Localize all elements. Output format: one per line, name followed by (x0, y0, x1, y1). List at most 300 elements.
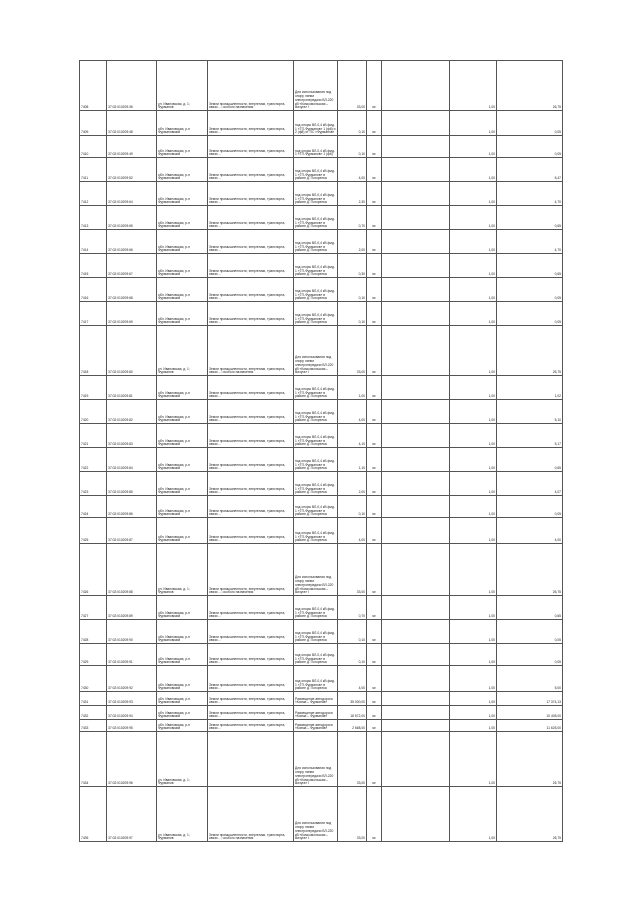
rate-cell: 1,00 (450, 182, 497, 206)
land-category-cell: Земли промышленности, энергетики, транспорта, связи… (208, 472, 294, 496)
blank-cell (382, 111, 450, 136)
cadastral-number-cell: 37:02:010209:66 (107, 230, 157, 254)
rate-cell: 1,00 (450, 278, 497, 302)
address-cell: обл. Ивановская, р-н Фурмановский (157, 302, 208, 326)
unit-cell: м² (367, 596, 382, 620)
cadastral-number-cell: 37:02:010209:90 (107, 620, 157, 644)
address-cell: обл. Ивановская, р-н Фурмановский (157, 496, 208, 518)
table-row (80, 472, 563, 496)
address-cell: обл. Ивановская, р-н Фурмановский (157, 400, 208, 424)
row-number-cell: 7418 (80, 326, 107, 376)
permitted-use-cell: под опоры ВЛ-0,4 кВ фид. 1 «ТП-Фурманов» в районе д. Погорелка (294, 620, 338, 644)
sum-cell: 26,75 (497, 787, 563, 842)
cadastral-number-cell: 37:02:010209:91 (107, 644, 157, 666)
row-number-cell: 7432 (80, 706, 107, 720)
sum-cell: 0,05 (497, 136, 563, 158)
cadastral-number-cell: 37:02:010209:87 (107, 518, 157, 544)
row-number-cell: 7433 (80, 720, 107, 732)
cadastral-number-cell: 37:02:010209:94 (107, 706, 157, 720)
row-number-cell: 7411 (80, 158, 107, 182)
row-number-cell: 7410 (80, 136, 107, 158)
area-cell: 33,00 (338, 61, 367, 111)
sum-cell: 0,05 (497, 278, 563, 302)
row-number-cell: 7413 (80, 206, 107, 230)
sum-cell: 11 625,00 (497, 720, 563, 732)
land-category-cell: Земли промышленности, энергетики, транспорта, связи… (208, 376, 294, 400)
blank-cell (382, 620, 450, 644)
blank-cell (382, 787, 450, 842)
address-cell: ул. Ивановская, д. 1; Фурманов (157, 544, 208, 596)
area-cell: 0,70 (338, 206, 367, 230)
unit-cell: м² (367, 666, 382, 692)
cadastral-number-cell: 37:02:010209:49 (107, 136, 157, 158)
permitted-use-cell: Для использования под опору линии электропередачи ВЛ-220 кВ «Комсомольская – Вичуга» I (294, 326, 338, 376)
permitted-use-cell: под опоры ВЛ-0,4 кВ фид. 1 «ТП-Фурманов» в районе д. Погорелка (294, 158, 338, 182)
unit-cell: м² (367, 182, 382, 206)
blank-cell (382, 158, 450, 182)
land-category-cell: Земли промышленности, энергетики, транспорта, связи…; особого назначения (208, 787, 294, 842)
area-cell: 33,00 (338, 787, 367, 842)
rate-cell: 1,00 (450, 692, 497, 706)
sum-cell: 5,47 (497, 158, 563, 182)
blank-cell (382, 182, 450, 206)
permitted-use-cell: под опоры ВЛ-0,4 кВ фид. 1 «ТП-Фурманов» в районе д. Погорелка (294, 596, 338, 620)
sum-cell: 5,00 (497, 666, 563, 692)
sum-cell: 4,07 (497, 472, 563, 496)
unit-cell: м² (367, 136, 382, 158)
blank-cell (382, 666, 450, 692)
unit-cell: м² (367, 620, 382, 644)
permitted-use-cell: под опоры ВЛ-0,4 кВ фид. 1 «ТП-Фурманов» в районе д. Погорелка (294, 472, 338, 496)
table-row (80, 544, 563, 596)
row-number-cell: 7414 (80, 230, 107, 254)
rate-cell: 1,00 (450, 720, 497, 732)
row-number-cell: 7429 (80, 644, 107, 666)
permitted-use-cell: под опоры ВЛ-0,4 кВ фид. 1 «ТП-Фурманов» в районе д. Погорелка (294, 666, 338, 692)
unit-cell: м² (367, 644, 382, 666)
permitted-use-cell: под опоры ВЛ-0,4 кВ фид. 1 «ТП-Фурманов» в районе д. Погорелка (294, 400, 338, 424)
land-category-cell: Земли промышленности, энергетики, транспорта, связи… (208, 182, 294, 206)
cadastral-number-cell: 37:02:010209:64 (107, 182, 157, 206)
table-row (80, 720, 563, 732)
cadastral-number-cell: 37:02:010209:97 (107, 787, 157, 842)
row-number-cell: 7435 (80, 787, 107, 842)
rate-cell: 1,00 (450, 518, 497, 544)
area-cell: 4,00 (338, 666, 367, 692)
table-row (80, 254, 563, 278)
address-cell: ул. Ивановская, д. 1; Фурманов (157, 732, 208, 787)
cadastral-number-cell: 37:02:010209:48 (107, 111, 157, 136)
unit-cell: м² (367, 472, 382, 496)
unit-cell: м² (367, 302, 382, 326)
land-category-cell: Земли промышленности, энергетики, транспорта, связи… (208, 424, 294, 448)
permitted-use-cell: под опоры ВЛ-0,4 кВ фид. 1 «ТП-Фурманов» в районе д. Погорелка (294, 206, 338, 230)
row-number-cell: 7434 (80, 732, 107, 787)
area-cell: 35 000,00 (338, 692, 367, 706)
rate-cell: 1,00 (450, 544, 497, 596)
address-cell: обл. Ивановская, р-н Фурмановский (157, 376, 208, 400)
permitted-use-cell: под опоры ВЛ-0,4 кВ фид. 1 «ТП-Фурманов» 1 (ф6) (294, 136, 338, 158)
table-row (80, 496, 563, 518)
land-category-cell: Земли промышленности, энергетики, транспорта, связи… (208, 230, 294, 254)
row-number-cell: 7424 (80, 496, 107, 518)
address-cell: обл. Ивановская, р-н Фурмановский (157, 254, 208, 278)
land-category-cell: Земли промышленности, энергетики, транспорта, связи… (208, 620, 294, 644)
address-cell: обл. Ивановская, р-н Фурмановский (157, 518, 208, 544)
unit-cell: м² (367, 158, 382, 182)
unit-cell: м² (367, 720, 382, 732)
sum-cell: 0,65 (497, 206, 563, 230)
land-category-cell: Земли промышленности, энергетики, транспорта, связи… (208, 111, 294, 136)
rate-cell: 1,00 (450, 158, 497, 182)
row-number-cell: 7431 (80, 692, 107, 706)
permitted-use-cell: под опоры ВЛ-0,4 кВ фид. 1 «ТП-Фурманов» в районе д. Погорелка (294, 278, 338, 302)
area-cell: 0,70 (338, 596, 367, 620)
area-cell: 1,00 (338, 376, 367, 400)
permitted-use-cell: Размещение автодороги «Кохма – Фурманов» (294, 706, 338, 720)
land-category-cell: Земли промышленности, энергетики, транспорта, связи… (208, 400, 294, 424)
row-number-cell: 7409 (80, 111, 107, 136)
rate-cell: 1,00 (450, 644, 497, 666)
cadastral-number-cell: 37:02:010209:83 (107, 424, 157, 448)
rate-cell: 1,00 (450, 596, 497, 620)
cadastral-number-cell: 37:02:010209:65 (107, 206, 157, 230)
address-cell: обл. Ивановская, р-н Фурмановский (157, 644, 208, 666)
area-cell: 2,00 (338, 230, 367, 254)
sum-cell: 0,65 (497, 448, 563, 472)
blank-cell (382, 61, 450, 111)
sum-cell: 0,05 (497, 644, 563, 666)
sum-cell: 4,70 (497, 182, 563, 206)
address-cell: ул. Ивановская, д. 1; Фурманов (157, 787, 208, 842)
row-number-cell: 7426 (80, 544, 107, 596)
land-category-cell: Земли промышленности, энергетики, транспорта, связи… (208, 692, 294, 706)
area-cell: 18 572,00 (338, 706, 367, 720)
row-number-cell: 7420 (80, 400, 107, 424)
land-category-cell: Земли промышленности, энергетики, транспорта, связи… (208, 206, 294, 230)
unit-cell: м² (367, 518, 382, 544)
address-cell: обл. Ивановская, р-н Фурмановский (157, 182, 208, 206)
sum-cell: 26,75 (497, 732, 563, 787)
rate-cell: 1,00 (450, 666, 497, 692)
rate-cell: 1,00 (450, 424, 497, 448)
blank-cell (382, 472, 450, 496)
area-cell: 0,10 (338, 620, 367, 644)
unit-cell: м² (367, 61, 382, 111)
address-cell: обл. Ивановская, р-н Фурмановский (157, 136, 208, 158)
permitted-use-cell: под опоры ВЛ-0,4 кВ фид. 1 «ТП-Фурманов» в районе д. Погорелка (294, 496, 338, 518)
address-cell: обл. Ивановская, р-н Фурмановский (157, 424, 208, 448)
table-row (80, 787, 563, 842)
table-row (80, 644, 563, 666)
row-number-cell: 7412 (80, 182, 107, 206)
blank-cell (382, 448, 450, 472)
table-row (80, 518, 563, 544)
sum-cell: 0,05 (497, 111, 563, 136)
blank-cell (382, 720, 450, 732)
row-number-cell: 7415 (80, 254, 107, 278)
sum-cell: 0,65 (497, 596, 563, 620)
permitted-use-cell: Для использования под опору линии электропередачи ВЛ-220 кВ «Комсомольская – Вичуга» I (294, 544, 338, 596)
land-category-cell: Земли промышленности, энергетики, транспорта, связи… (208, 448, 294, 472)
rate-cell: 1,00 (450, 111, 497, 136)
unit-cell: м² (367, 206, 382, 230)
unit-cell: м² (367, 111, 382, 136)
rate-cell: 1,00 (450, 496, 497, 518)
cadastral-number-cell: 37:02:010209:52 (107, 158, 157, 182)
permitted-use-cell: под опоры ВЛ-0,4 кВ фид. 1 «ТП-Фурманов» в районе д. Погорелка (294, 518, 338, 544)
address-cell: обл. Ивановская, р-н Фурмановский (157, 230, 208, 254)
unit-cell: м² (367, 787, 382, 842)
area-cell: 0,10 (338, 644, 367, 666)
address-cell: обл. Ивановская, р-н Фурмановский (157, 720, 208, 732)
permitted-use-cell: Для использования под опору линии электропередачи ВЛ-220 кВ «Комсомольская – Вичуга» I (294, 787, 338, 842)
rate-cell: 1,00 (450, 136, 497, 158)
address-cell: обл. Ивановская, р-н Фурмановский (157, 620, 208, 644)
cadastral-number-cell: 37:02:010209:68 (107, 278, 157, 302)
cadastral-number-cell: 37:02:010209:84 (107, 448, 157, 472)
cadastral-number-cell: 37:02:010209:69 (107, 302, 157, 326)
blank-cell (382, 326, 450, 376)
blank-cell (382, 254, 450, 278)
rate-cell: 1,00 (450, 61, 497, 111)
sum-cell: 0,05 (497, 496, 563, 518)
cadastral-number-cell: 37:02:010209:89 (107, 596, 157, 620)
row-number-cell: 7419 (80, 376, 107, 400)
cadastral-number-cell: 37:02:010209:88 (107, 544, 157, 596)
blank-cell (382, 544, 450, 596)
table-row (80, 666, 563, 692)
permitted-use-cell: под опоры ВЛ-0,4 кВ фид. 1 «ТП-Фурманов» в районе д. Погорелка (294, 230, 338, 254)
land-category-cell: Земли промышленности, энергетики, транспорта, связи… (208, 496, 294, 518)
area-cell: 4,00 (338, 518, 367, 544)
cadastral-number-cell: 37:02:010209:95 (107, 720, 157, 732)
permitted-use-cell: под опоры ВЛ-0,4 кВ фид. 1 «ТП-Фурманов» в районе д. Погорелка (294, 182, 338, 206)
address-cell: обл. Ивановская, р-н Фурмановский (157, 448, 208, 472)
permitted-use-cell: под опоры ВЛ-0,4 кВ фид. 1 «ТП-Фурманов» в районе д. Погорелка (294, 424, 338, 448)
address-cell: обл. Ивановская, р-н Фурмановский (157, 278, 208, 302)
register-grid (79, 60, 563, 842)
blank-cell (382, 644, 450, 666)
address-cell: ул. Ивановская, д. 1; Фурманов (157, 61, 208, 111)
permitted-use-cell: Для использования под опору линии электропередачи ВЛ-220 кВ «Комсомольская – Вичуга» I (294, 732, 338, 787)
land-category-cell: Земли промышленности, энергетики, транспорта, связи… (208, 254, 294, 278)
rate-cell: 1,00 (450, 706, 497, 720)
row-number-cell: 7422 (80, 448, 107, 472)
table-row (80, 706, 563, 720)
row-number-cell: 7428 (80, 620, 107, 644)
blank-cell (382, 692, 450, 706)
area-cell: 0,10 (338, 278, 367, 302)
address-cell: обл. Ивановская, р-н Фурмановский (157, 158, 208, 182)
table-row (80, 400, 563, 424)
row-number-cell: 7425 (80, 518, 107, 544)
table-row (80, 182, 563, 206)
table-row (80, 732, 563, 787)
rate-cell: 1,00 (450, 230, 497, 254)
row-number-cell: 7423 (80, 472, 107, 496)
land-category-cell: Земли промышленности, энергетики, транспорта, связи… (208, 136, 294, 158)
land-category-cell (208, 732, 294, 787)
blank-cell (382, 302, 450, 326)
sum-cell: 1,02 (497, 376, 563, 400)
sum-cell: 26,75 (497, 544, 563, 596)
area-cell: 0,10 (338, 496, 367, 518)
blank-cell (382, 376, 450, 400)
land-category-cell: Земли промышленности, энергетики, транспорта, связи… (208, 644, 294, 666)
cadastral-number-cell: 37:02:010209:36 (107, 61, 157, 111)
area-cell: 0,10 (338, 136, 367, 158)
address-cell: обл. Ивановская, р-н Фурмановский (157, 596, 208, 620)
blank-cell (382, 496, 450, 518)
sum-cell: 26,75 (497, 326, 563, 376)
area-cell: 33,00 (338, 544, 367, 596)
land-register-table (79, 60, 562, 842)
unit-cell: м² (367, 706, 382, 720)
unit-cell: м² (367, 230, 382, 254)
cadastral-number-cell: 37:02:010209:85 (107, 472, 157, 496)
rate-cell: 1,00 (450, 732, 497, 787)
register-rows (80, 61, 563, 842)
sum-cell: 5,10 (497, 400, 563, 424)
cadastral-number-cell: 37:02:010209:80 (107, 326, 157, 376)
table-row (80, 692, 563, 706)
unit-cell: м² (367, 448, 382, 472)
land-category-cell: Земли промышленности, энергетики, транспорта, связи…; особого назначения (208, 544, 294, 596)
cadastral-number-cell: 37:02:010209:86 (107, 496, 157, 518)
land-category-cell: Земли промышленности, энергетики, транспорта, связи… (208, 596, 294, 620)
blank-cell (382, 206, 450, 230)
table-row (80, 61, 563, 111)
permitted-use-cell: Размещение автодороги «Кохма – Фурманов» (294, 692, 338, 706)
rate-cell: 1,00 (450, 302, 497, 326)
table-row (80, 158, 563, 182)
rate-cell: 1,00 (450, 472, 497, 496)
rate-cell: 1,00 (450, 448, 497, 472)
rate-cell: 1,00 (450, 326, 497, 376)
row-number-cell: 7421 (80, 424, 107, 448)
rate-cell: 1,00 (450, 787, 497, 842)
row-number-cell: 7416 (80, 278, 107, 302)
unit-cell: м² (367, 692, 382, 706)
sum-cell: 0,05 (497, 302, 563, 326)
rate-cell: 1,00 (450, 400, 497, 424)
rate-cell: 1,00 (450, 620, 497, 644)
unit-cell: м² (367, 400, 382, 424)
table-row (80, 620, 563, 644)
rate-cell: 1,00 (450, 254, 497, 278)
unit-cell: м² (367, 496, 382, 518)
address-cell: обл. Ивановская, р-н Фурмановский (157, 706, 208, 720)
area-cell: 0,10 (338, 302, 367, 326)
cadastral-number-cell: 37:02:010209:92 (107, 666, 157, 692)
sum-cell: 0,65 (497, 254, 563, 278)
permitted-use-cell: под опоры ВЛ-0,4 кВ фид. 1 «ТП-Фурманов» в районе д. Погорелка (294, 254, 338, 278)
permitted-use-cell: под опоры ВЛ-0,4 кВ фид. 1 «ТП-Фурманов» в районе д. Погорелка (294, 448, 338, 472)
unit-cell: м² (367, 544, 382, 596)
address-cell: обл. Ивановская, р-н Фурмановский (157, 472, 208, 496)
land-category-cell: Земли промышленности, энергетики, транспорта, связи… (208, 666, 294, 692)
address-cell: обл. Ивановская, р-н Фурмановский (157, 666, 208, 692)
unit-cell: м² (367, 278, 382, 302)
land-category-cell: Земли промышленности, энергетики, транспорта, связи… (208, 278, 294, 302)
area-cell: 33,00 (338, 732, 367, 787)
address-cell: обл. Ивановская, р-н Фурмановский (157, 692, 208, 706)
sum-cell: 10 405,00 (497, 706, 563, 720)
blank-cell (382, 230, 450, 254)
area-cell: 4,10 (338, 424, 367, 448)
rate-cell: 1,00 (450, 376, 497, 400)
address-cell: обл. Ивановская, р-н Фурмановский (157, 111, 208, 136)
permitted-use-cell: Размещение автодороги «Кохма – Фурманов» (294, 720, 338, 732)
table-row (80, 448, 563, 472)
area-cell: 4,00 (338, 400, 367, 424)
blank-cell (382, 400, 450, 424)
table-row (80, 596, 563, 620)
area-cell: 1,10 (338, 448, 367, 472)
permitted-use-cell: под опоры ВЛ-0,4 кВ фид. 1 «ТП-Фурманов» 1 (ф6) и 2 (ф8) от ПС «Фурманов» (294, 111, 338, 136)
row-number-cell: 7408 (80, 61, 107, 111)
blank-cell (382, 596, 450, 620)
blank-cell (382, 136, 450, 158)
table-row (80, 424, 563, 448)
land-category-cell: Земли промышленности, энергетики, транспорта, связи… (208, 720, 294, 732)
table-row (80, 278, 563, 302)
rate-cell: 1,00 (450, 206, 497, 230)
permitted-use-cell: Для использования под опору линии электропередачи ВЛ-220 кВ «Комсомольская – Вичуга» I (294, 61, 338, 111)
unit-cell: м² (367, 732, 382, 787)
table-row (80, 230, 563, 254)
sum-cell: 26,75 (497, 61, 563, 111)
area-cell: 2 668,00 (338, 720, 367, 732)
land-category-cell: Земли промышленности, энергетики, транспорта, связи… (208, 158, 294, 182)
area-cell: 33,00 (338, 326, 367, 376)
unit-cell: м² (367, 326, 382, 376)
address-cell: обл. Ивановская, р-н Фурмановский (157, 206, 208, 230)
land-category-cell: Земли промышленности, энергетики, транспорта, связи… (208, 706, 294, 720)
permitted-use-cell: под опоры ВЛ-0,4 кВ фид. 1 «ТП-Фурманов» в районе д. Погорелка (294, 644, 338, 666)
cadastral-number-cell: 37:02:010209:96 (107, 732, 157, 787)
table-row (80, 376, 563, 400)
sum-cell: 0,05 (497, 620, 563, 644)
permitted-use-cell: под опоры ВЛ-0,4 кВ фид. 1 «ТП-Фурманов» в районе д. Погорелка (294, 302, 338, 326)
unit-cell: м² (367, 424, 382, 448)
land-category-cell: Земли промышленности, энергетики, транспорта, связи… (208, 302, 294, 326)
table-row (80, 136, 563, 158)
address-cell: ул. Ивановская, д. 1; Фурманов (157, 326, 208, 376)
blank-cell (382, 424, 450, 448)
unit-cell: м² (367, 254, 382, 278)
sum-cell: 5,17 (497, 424, 563, 448)
area-cell: 4,00 (338, 158, 367, 182)
area-cell: 2,30 (338, 182, 367, 206)
land-category-cell: Земли промышленности, энергетики, транспорта, связи… (208, 518, 294, 544)
table-row (80, 326, 563, 376)
blank-cell (382, 278, 450, 302)
cadastral-number-cell: 37:02:010209:82 (107, 400, 157, 424)
area-cell: 2,00 (338, 472, 367, 496)
cadastral-number-cell: 37:02:010209:81 (107, 376, 157, 400)
cadastral-number-cell: 37:02:010209:93 (107, 692, 157, 706)
blank-cell (382, 518, 450, 544)
blank-cell (382, 732, 450, 787)
land-category-cell: Земли промышленности, энергетики, транспорта, связи…; особого назначения (208, 61, 294, 111)
land-category-cell: Земли промышленности, энергетики, транспорта, связи…; особого назначения (208, 326, 294, 376)
sum-cell: 4,00 (497, 518, 563, 544)
row-number-cell: 7430 (80, 666, 107, 692)
row-number-cell: 7417 (80, 302, 107, 326)
permitted-use-cell: под опоры ВЛ-0,4 кВ фид. 1 «ТП-Фурманов» в районе д. Погорелка (294, 376, 338, 400)
